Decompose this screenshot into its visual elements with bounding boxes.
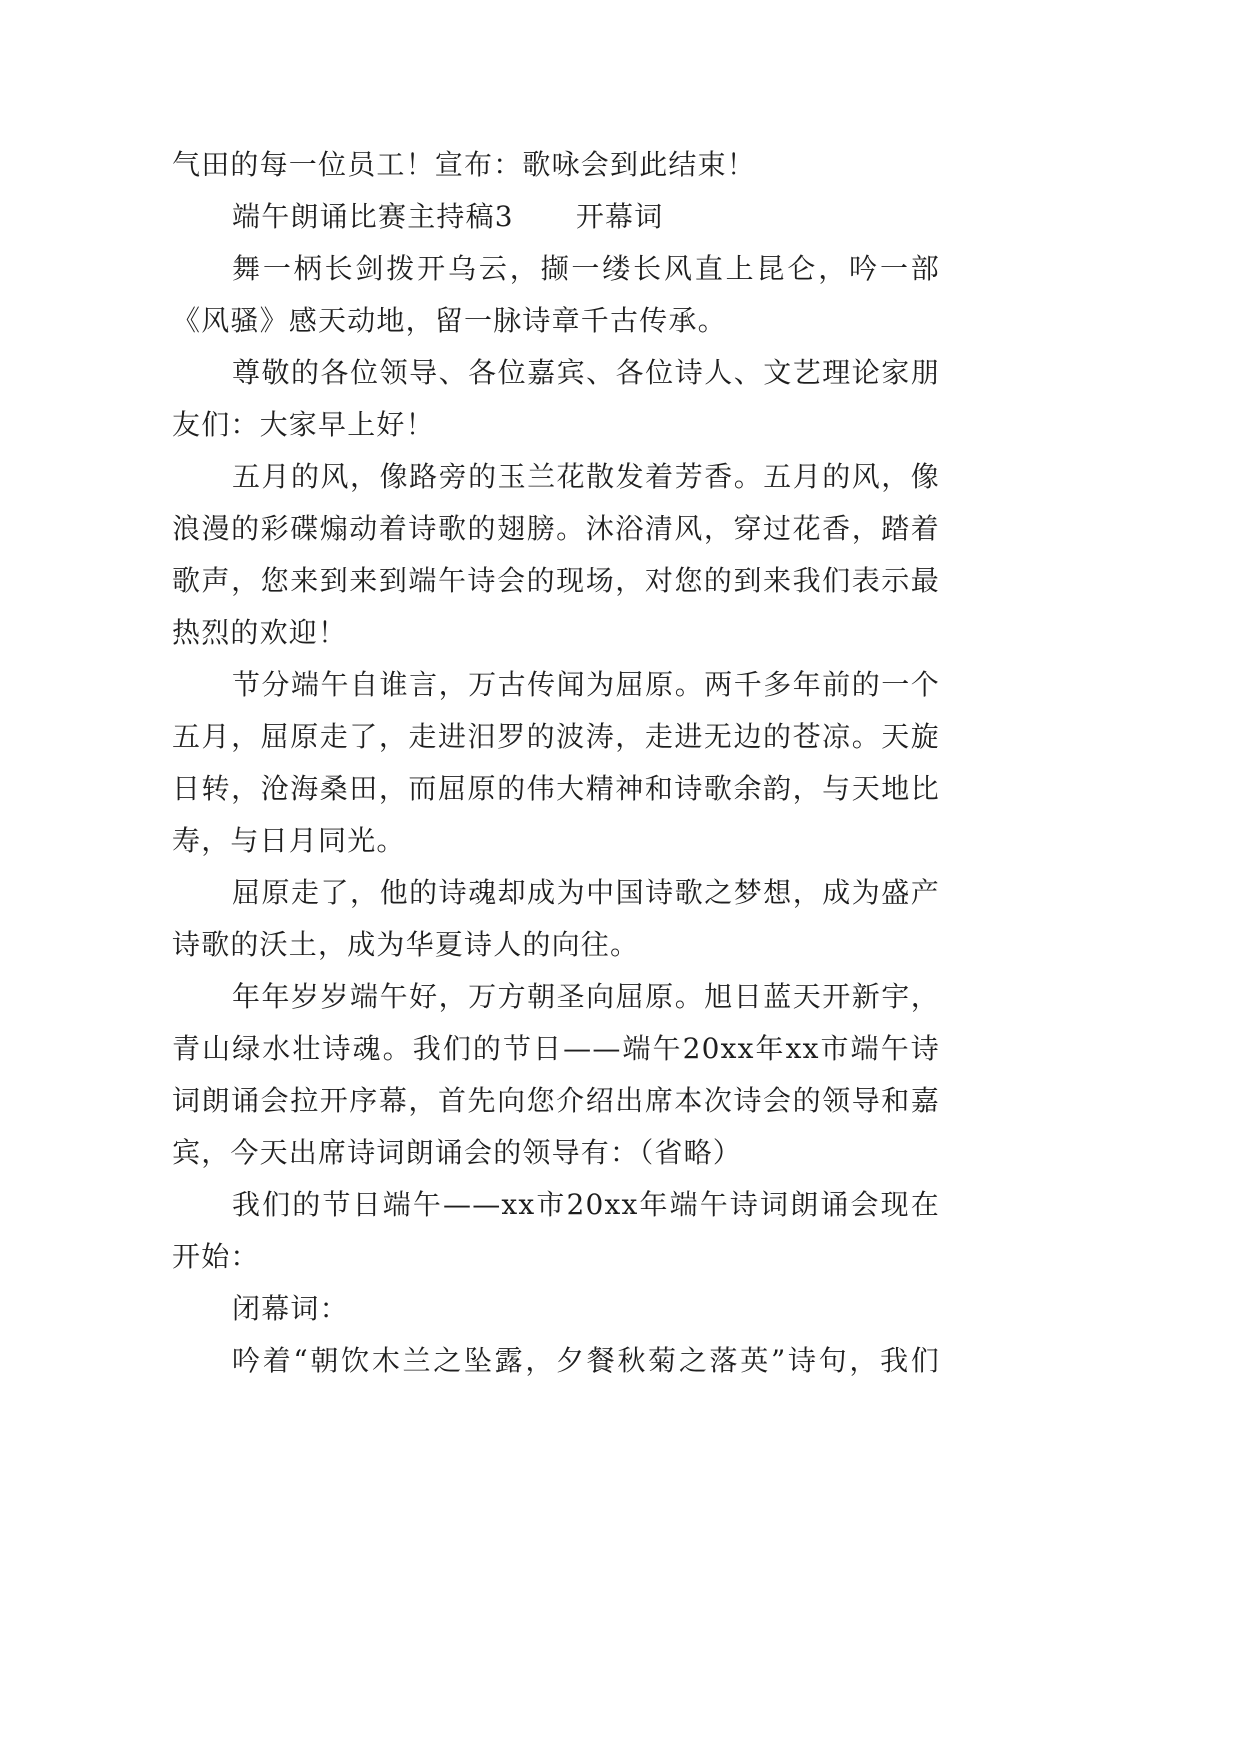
text-line: 寿，与日月同光。: [172, 824, 406, 857]
text-line: 舞一柄长剑拨开乌云，撷一缕长风直上昆仑，吟一部: [232, 252, 940, 285]
title-line: [172, 191, 940, 243]
text-line: 节分端午自谁言，万古传闻为屈原。两千多年前的一个: [232, 668, 940, 701]
closing-label: 闭幕词：: [232, 1292, 349, 1325]
text-line: 《风骚》感天动地，留一脉诗章千古传承。: [172, 304, 727, 337]
text-line: 日转，沧海桑田，而屈原的伟大精神和诗歌余韵，与天地比: [172, 772, 940, 805]
opening-label: 开幕词: [575, 200, 664, 233]
text-line: 吟着“朝饮木兰之坠露，夕餐秋菊之落英”诗句，我们: [232, 1344, 940, 1377]
text-line: 五月，屈原走了，走进汨罗的波涛，走进无边的苍凉。天旋: [172, 720, 940, 753]
text-line: 我们的节日端午——xx市20xx年端午诗词朗诵会现在: [232, 1188, 940, 1221]
text-line: 诗歌的沃土，成为华夏诗人的向往。: [172, 928, 640, 961]
text-line: 五月的风，像路旁的玉兰花散发着芳香。五月的风，像: [232, 460, 940, 493]
text-line: 词朗诵会拉开序幕，首先向您介绍出席本次诗会的领导和嘉: [172, 1084, 940, 1117]
text-line: 尊敬的各位领导、各位嘉宾、各位诗人、文艺理论家朋: [232, 356, 940, 389]
text-line: 年年岁岁端午好，万方朝圣向屈原。旭日蓝天开新宇，: [232, 980, 940, 1013]
text-line: 屈原走了，他的诗魂却成为中国诗歌之梦想，成为盛产: [232, 876, 940, 909]
document-body: [172, 139, 940, 1387]
document-title: 端午朗诵比赛主持稿3: [232, 200, 514, 233]
text-line: 歌声，您来到来到端午诗会的现场，对您的到来我们表示最: [172, 564, 940, 597]
text-line: 开始：: [172, 1240, 260, 1273]
text-line: 宾，今天出席诗词朗诵会的领导有：（省略）: [172, 1136, 743, 1169]
continued-line: 气田的每一位员工！宣布：歌咏会到此结束！: [172, 148, 757, 181]
text-line: 青山绿水壮诗魂。我们的节日——端午20xx年xx市端午诗: [172, 1032, 940, 1065]
text-line: 友们：大家早上好！: [172, 408, 435, 441]
text-line: 热烈的欢迎！: [172, 616, 348, 649]
text-line: 浪漫的彩碟煽动着诗歌的翅膀。沐浴清风，穿过花香，踏着: [172, 512, 940, 545]
